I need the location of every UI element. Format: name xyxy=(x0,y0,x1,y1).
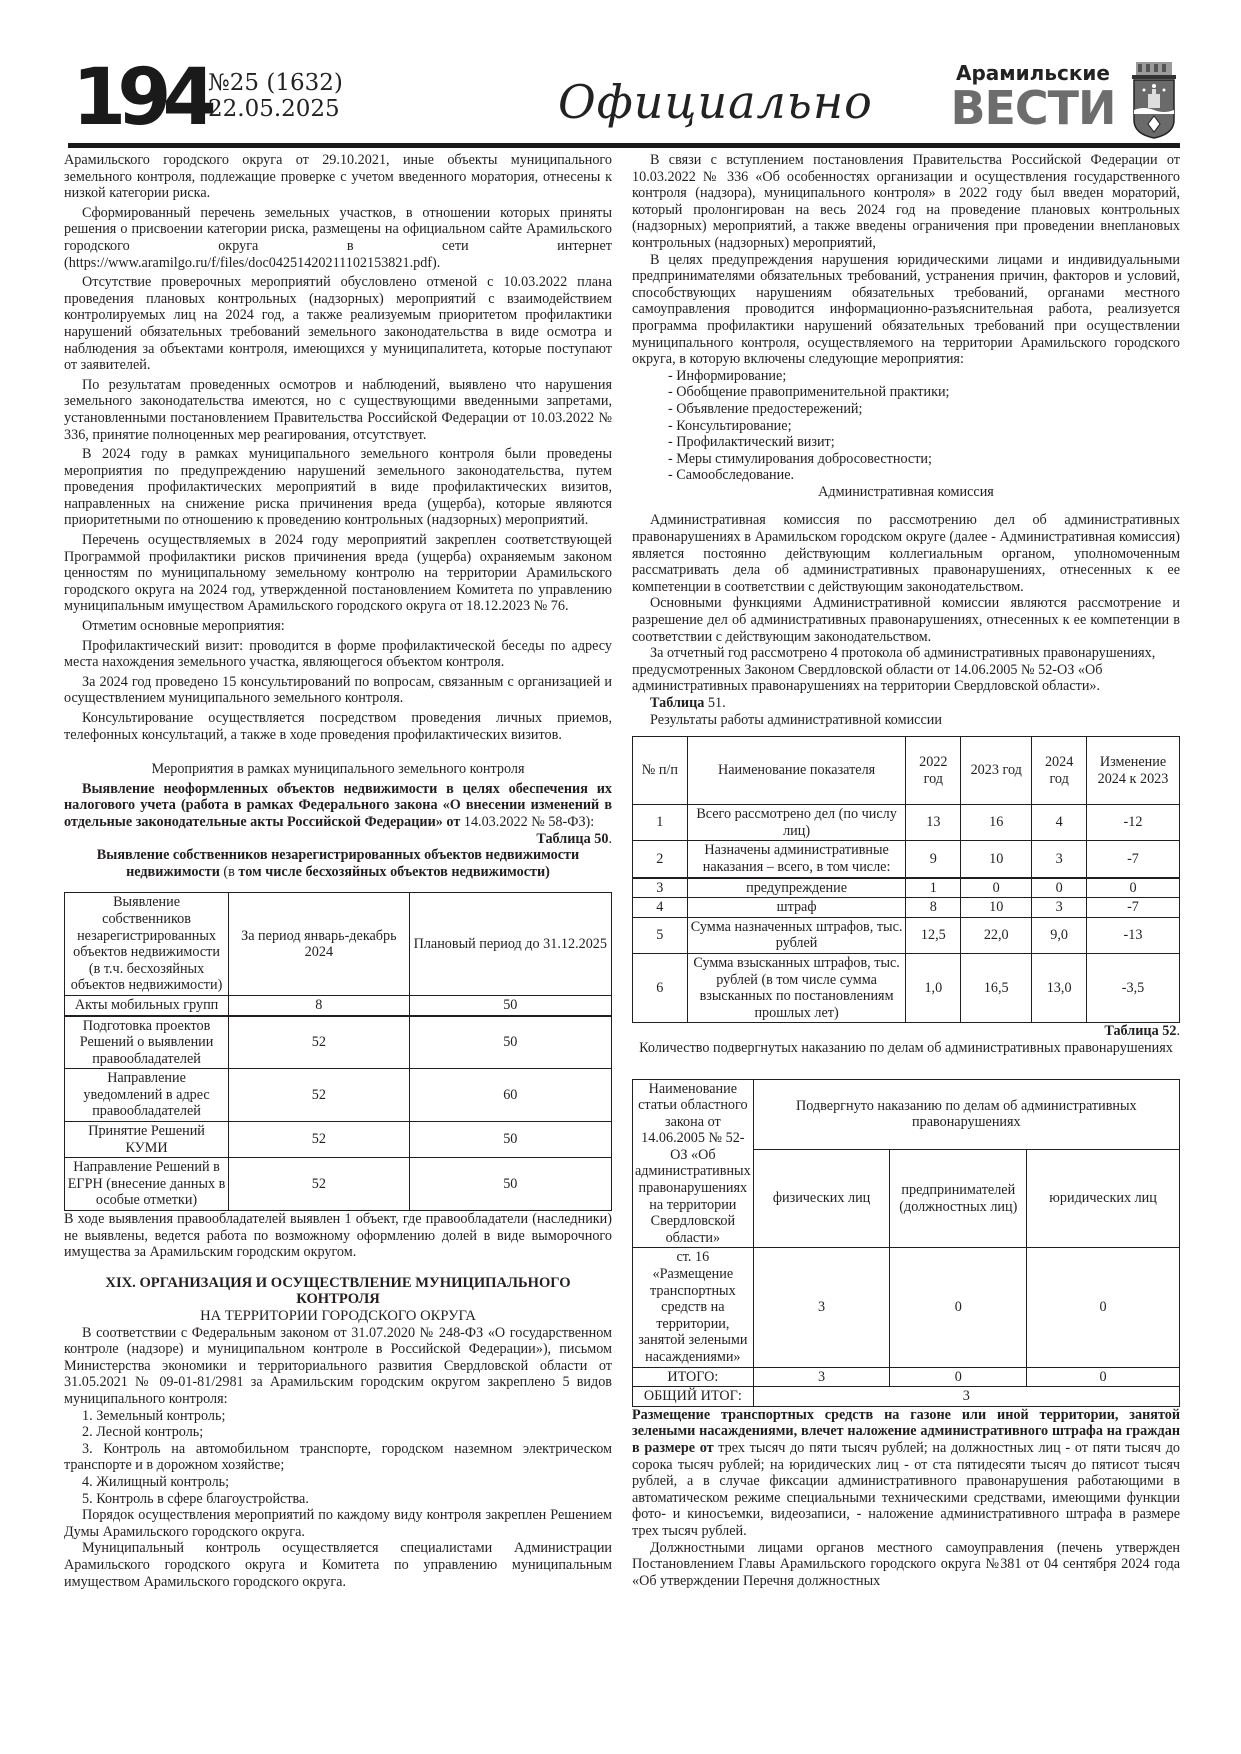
paragraph: Основными функциями Административной комиссии являются рассмотрение и разрешение дел об административных правонарушениях, отнесенных к ее компетенции в соответствии с действующим законодательством. xyxy=(632,595,1180,645)
paragraph: Муниципальный контроль осуществляется специалистами Администрации Арамильского городского округа и Комитета по управлению муниципальным имуществом Арамильского городского округа. xyxy=(64,1540,612,1590)
subheading: Административная комиссия xyxy=(818,483,994,500)
table-row: Подготовка проектов Решений о выявлении правообладателей 52 50 xyxy=(65,1016,612,1069)
table-50 xyxy=(64,892,612,1211)
issue-number: №25 (1632) xyxy=(208,70,343,96)
table-title: Количество подвергнутых наказанию по делам об административных правонарушениях xyxy=(639,1039,1173,1056)
masthead xyxy=(68,52,1180,144)
list-item: - Профилактический визит; xyxy=(668,434,835,451)
table-row: Акты мобильных групп 8 50 xyxy=(65,995,612,1015)
paragraph: Консультирование осуществляется посредством проведения личных приемов, телефонных консультаций, а также в ходе проведения профилактических визитов. xyxy=(64,710,612,743)
table-row: Принятие Решений КУМИ 52 50 xyxy=(65,1122,612,1158)
paragraph: Административная комиссия по рассмотрению дел об административных правонарушениях в Арамильском городском округе (далее - Административная комиссия) является постоянно действующим коллегиальным органом, уполномоченным рассматривать дела об административных правонарушениях, отнесенных к ее компетенции в соответствии с действующим законодательством. xyxy=(632,512,1180,595)
list-item: 5. Контроль в сфере благоустройства. xyxy=(82,1490,309,1507)
paragraph: По результатам проведенных осмотров и наблюдений, выявлено что нарушения земельного законодательства имеются, но с существующими введенными запретами, установленными постановлением Правительства Российской Федерации от 10.03.2022 № 336, принятие полноценных мер реагирования, отсутствует. xyxy=(64,376,612,443)
list-item: 2. Лесной контроль; xyxy=(82,1424,204,1441)
newspaper-logo xyxy=(948,61,1118,135)
table-row: Направление Решений в ЕГРН (внесение данных в особые отметки) 52 50 xyxy=(65,1158,612,1211)
table-row: ИТОГО: 3 0 0 xyxy=(633,1367,1180,1387)
table-row: 4 штраф 8 10 3 -7 xyxy=(633,898,1180,918)
paragraph: В ходе выявления правообладателей выявлен 1 объект, где правообладатели (наследники) не выявлены, ведется работа по возможному оформлению долей в виде выморочного имущества за Арамильским городским округом. xyxy=(64,1211,612,1261)
list-item: - Информирование; xyxy=(668,367,787,384)
table-row-grand-total: ОБЩИЙ ИТОГ: 3 xyxy=(633,1387,1180,1407)
table-row: Направление уведомлений в адрес правообладателей 52 60 xyxy=(65,1069,612,1122)
bold-intro-tail: 14.03.2022 № 58-ФЗ): xyxy=(460,813,595,830)
table-title: Выявление собственников незарегистрированных объектов недвижимости недвижимости (в том числе бесхозяйных объектов недвижимости) xyxy=(96,847,580,880)
list-item: - Обобщение правоприменительной практики; xyxy=(668,384,950,401)
bold-intro xyxy=(64,781,612,831)
list-item: 1. Земельный контроль; xyxy=(82,1407,226,1424)
paragraph: Отметим основные мероприятия: xyxy=(82,618,285,635)
right-column xyxy=(632,152,1180,1589)
table-row: 2 Назначены административные наказания – всего, в том числе: 9 10 3 -7 xyxy=(633,841,1180,878)
table-header: За период январь-декабрь 2024 xyxy=(229,893,410,996)
paragraph: За 2024 год проведено 15 консультирований по вопросам, связанным с организацией и осуществлением муниципального земельного контроля. xyxy=(64,673,612,707)
table-row: ст. 16 «Размещение транспортных средств на территории, занятой зелеными насаждениями» 3 0 0 xyxy=(633,1248,1180,1367)
paragraph: За отчетный год рассмотрено 4 протокола об административных правонарушениях, предусмотренных Законом Свердловской области от 14.06.2005 № 52-ОЗ «Об административных правонарушениях на территории Свердловской области». xyxy=(632,645,1156,695)
issue-info xyxy=(208,70,343,122)
coat-of-arms-icon xyxy=(1130,60,1178,140)
issue-date: 22.05.2025 xyxy=(208,96,340,122)
table-row: 5 Сумма назначенных штрафов, тыс. рублей 12,5 22,0 9,0 -13 xyxy=(633,917,1180,953)
paragraph: Порядок осуществления мероприятий по каждому виду контроля закреплен Решением Думы Арамильского городского округа. xyxy=(64,1507,612,1540)
paragraph: В соответствии с Федеральным законом от 31.07.2020 № 248-ФЗ «О государственном контроле (надзоре) и муниципальном контроле в Российской Федерации»), письмом Министерства экономики и территориального развития Свердловской области от 31.05.2021 № 09-01-81/2981 за Арамильским городским округом закреплено 5 видов муниципального контроля: xyxy=(64,1324,612,1407)
table-row: 6 Сумма взысканных штрафов, тыс. рублей (в том числе сумма взысканных по постановлениям прошлых лет) 1,0 16,5 13,0 -3,5 xyxy=(633,953,1180,1022)
table-label: Таблица 50. xyxy=(536,830,612,847)
paragraph: В связи с вступлением постановления Правительства Российской Федерации от 10.03.2022 № 336 «Об особенностях организации и осуществления государственного контроля (надзора), муниципального контроля» в 2022 году был введен мораторий, который пролонгирован на весь 2024 год на проведение плановых контрольных (надзорных) мероприятий, а также введены ограничения при проведении внеплановых контрольных (надзорных) мероприятий, xyxy=(632,152,1180,251)
table-header: Плановый период до 31.12.2025 xyxy=(409,893,611,996)
table-row: 1 Всего рассмотрено дел (по числу лиц) 13 16 4 -12 xyxy=(633,805,1180,841)
paragraph: Профилактический визит: проводится в форме профилактической беседы по адресу места нахождения земельного участка, являющегося объектом контроля. xyxy=(64,637,612,671)
logo-bottom-text: ВЕСТИ xyxy=(950,81,1116,135)
paragraph: Размещение транспортных средств на газоне или иной территории, занятой зелеными насаждениями, влечет наложение административного штрафа на граждан в размере от трех тысяч до пяти тысяч рублей; на должностных лиц - от пяти тысяч до сорока тысяч рублей; на юридических лиц - от ста пятидесяти тысяч до пятисот тысяч рублей, а в случае фиксации административного правонарушения работающими в автоматическом режиме специальными техническими средствами, имеющими функции фото- и киносъемки, видеозаписи, - наложение административного штрафа в размере трех тысяч рублей. xyxy=(632,1406,1181,1539)
logo-top-text: Арамильские xyxy=(956,61,1110,85)
list-item: - Объявление предостережений; xyxy=(668,400,863,417)
section-heading: XIX. ОРГАНИЗАЦИЯ И ОСУЩЕСТВЛЕНИЕ МУНИЦИПАЛЬНОГО КОНТРОЛЯ xyxy=(105,1274,571,1308)
header-divider xyxy=(68,143,1180,148)
table-51: № п/п Наименование показателя 2022 год 2023 год 2024 год Изменение 2024 к 2023 1 Всего рассмотрено дел (по числу лиц) 13 16 4 -12 2 Назначены административные наказания – всего, в том числе: 9 10 3 -7 3 предупреждение 1 0 0 0 4 штраф 8 10 3 -7 5 Сумма назначенных штрафов, тыс. рублей 12,5 22,0 9,0 -13 6 Сумма взысканных штрафов, тыс. рублей (в том числе сумма взысканных по постановлениям прошлых лет) 1,0 16,5 13,0 -3,5 xyxy=(632,736,1180,1023)
table-label: Таблица 51. xyxy=(650,695,726,711)
table-title: Результаты работы административной комиссии xyxy=(650,711,942,728)
page-number: 194 xyxy=(72,53,208,143)
subheading: Мероприятия в рамках муниципального земельного контроля xyxy=(151,761,525,778)
section-title: Официально xyxy=(558,75,873,129)
section-subheading: НА ТЕРРИТОРИИ ГОРОДСКОГО ОКРУГА xyxy=(200,1308,476,1324)
list-item: - Самообследование. xyxy=(668,467,795,484)
list-item: 4. Жилищный контроль; xyxy=(82,1473,230,1490)
table-row: 3 предупреждение 1 0 0 0 xyxy=(633,878,1180,898)
bold-intro-text: Выявление неоформленных объектов недвижимости в целях обеспечения их налогового учета (работа в рамках Федерального закона «О внесении изменений в отдельные законодательные акты Российской Федерации» от xyxy=(64,780,612,830)
table-label: Таблица 52. xyxy=(1104,1023,1180,1040)
paragraph: Должностными лицами органов местного самоуправления (печень утвержден Постановлением Главы Арамильского городского округа №381 от 04 сентября 2024 года «Об утверждении Перечня должностных xyxy=(632,1539,1180,1589)
left-column xyxy=(64,152,612,1590)
paragraph: Сформированный перечень земельных участков, в отношении которых приняты решения о присвоении категории риска, размещены на официальном сайте Арамильского городского округа в сети интернет (https://www.aramilgo.ru/f/files/doc04251420211102153821.pdf). xyxy=(64,204,612,271)
paragraph: Арамильского городского округа от 29.10.2021, иные объекты муниципального земельного контроля, подлежащие проверке с учетом введенного моратория, отнесены к низкой категории риска. xyxy=(64,152,612,202)
paragraph: Перечень осуществляемых в 2024 году мероприятий закреплен соответствующей Программой профилактики рисков причинения вреда (ущерба) охраняемым законом ценностям по муниципальному земельному контролю на территории Арамильского городского округа на 2024 год, утвержденной постановлением Комитета по управлению муниципальным имуществом Арамильского городского округа от 18.12.2023 № 76. xyxy=(64,532,612,615)
table-52: Наименование статьи областного закона от 14.06.2005 № 52-ОЗ «Об административных правонарушениях на территории Свердловской области» Подвергнуто наказанию по делам об административных правонарушениях физических лиц предпринимателей (должностных лиц) юридических лиц ст. 16 «Размещение транспортных средств на территории, занятой зелеными насаждениями» 3 0 0 ИТОГО: 3 0 0 ОБЩИЙ ИТОГ: 3 xyxy=(632,1079,1180,1407)
paragraph: Отсутствие проверочных мероприятий обусловлено отменой с 10.03.2022 плана проведения плановых контрольных (надзорных) мероприятий с взаимодействием контролируемых лиц на 2024 год, а также реализуемым приоритетом профилактики нарушений обязательных требований земельного законодательства в виде осмотра и наблюдения за объектами контроля, имеющихся у муниципалитета, которые поступают от заявителей. xyxy=(64,274,612,374)
paragraph: В 2024 году в рамках муниципального земельного контроля были проведены мероприятия по предупреждению нарушений земельного законодательства, путем проведения профилактических мероприятий в виде профилактических визитов, направленных на снижение риска причинения вреда (ущерба), которые являются приоритетными по отношению к проведению контрольных (надзорных) мероприятий. xyxy=(64,446,612,529)
paragraph: В целях предупреждения нарушения юридическими лицами и индивидуальными предпринимателями обязательных требований, устранения причин, факторов и условий, способствующих нарушениям обязательных требований, органами местного самоуправления проводится информационно-разъяснительная работа, реализуется программа профилактики нарушений обязательных требований при осуществлении муниципального контроля, осуществляемого на территории Арамильского городского округа, в которую включены следующие мероприятия: xyxy=(632,251,1180,368)
list-item: - Консультирование; xyxy=(668,417,792,434)
table-header: Выявление собственников незарегистрированных объектов недвижимости (в т.ч. бесхозяйных объектов недвижимости) xyxy=(65,893,229,996)
list-item: - Меры стимулирования добросовестности; xyxy=(668,450,932,467)
list-item: 3. Контроль на автомобильном транспорте, городском наземном электрическом транспорте и в дорожном хозяйстве; xyxy=(64,1440,612,1474)
